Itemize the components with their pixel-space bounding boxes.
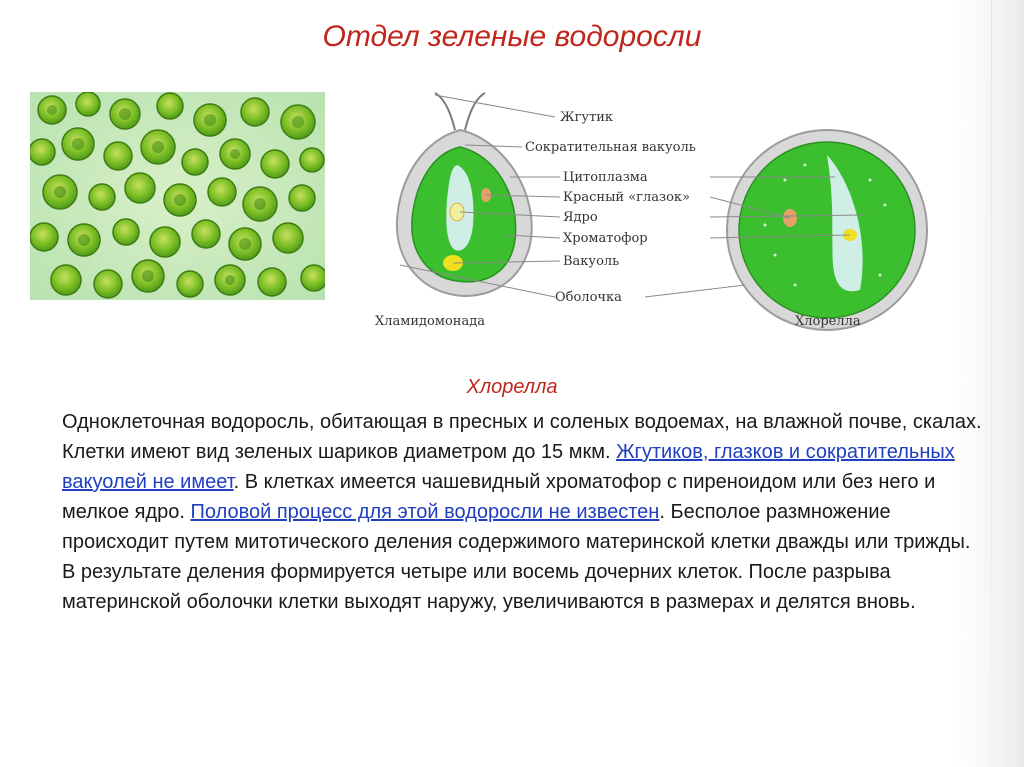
label-eyespot: Красный «глазок» [563,190,690,205]
label-flagellum: Жгутик [560,110,614,125]
label-membrane: Оболочка [555,290,622,305]
chlorella-micrograph-image [30,92,325,300]
description-text-3: . Бесполое размножение происходит путем митотического деления содержимого материнской клетки дважды или трижды. В результате деления формируется четыре или восемь дочерних клеток. После разрыва материнской оболочки клетки выходят наружу, увеличиваются в размерах и делятся вновь. [62,501,971,613]
cell-structure-diagram-svg [365,85,945,340]
chlorella-micrograph [30,92,325,300]
description-paragraph [62,407,982,617]
cell-structure-diagram [365,85,945,340]
slide-title: Отдел зеленые водоросли [322,20,702,53]
label-chromatophore: Хроматофор [563,231,648,246]
caption-chlorella: Хлорелла [795,314,861,329]
caption-chlamydomonas: Хламидомонада [375,314,485,329]
link-sexual-process[interactable]: Половой процесс для этой водоросли не известен [190,501,660,523]
description-text-1: Одноклеточная водоросль, обитающая в пресных и соленых водоемах, на влажной почве, скалах. Клетки имеют вид зеленых шариков диаметром до 15 мкм. [62,411,982,463]
label-vacuole: Вакуоль [563,254,620,269]
label-nucleus: Ядро [563,210,598,225]
link-no-flagella[interactable]: Жгутиков, глазков и сократительных вакуолей не имеет [62,441,955,493]
label-contractile-vacuole: Сократительная вакуоль [525,140,696,155]
label-cytoplasm: Цитоплазма [563,170,648,185]
section-subtitle: Хлорелла [466,376,558,398]
chlamydomonas-cell [397,93,532,296]
chlorella-cell [727,130,927,330]
description-text-2: . В клетках имеется чашевидный хроматофор с пиреноидом или без него и мелкое ядро. [62,471,936,523]
